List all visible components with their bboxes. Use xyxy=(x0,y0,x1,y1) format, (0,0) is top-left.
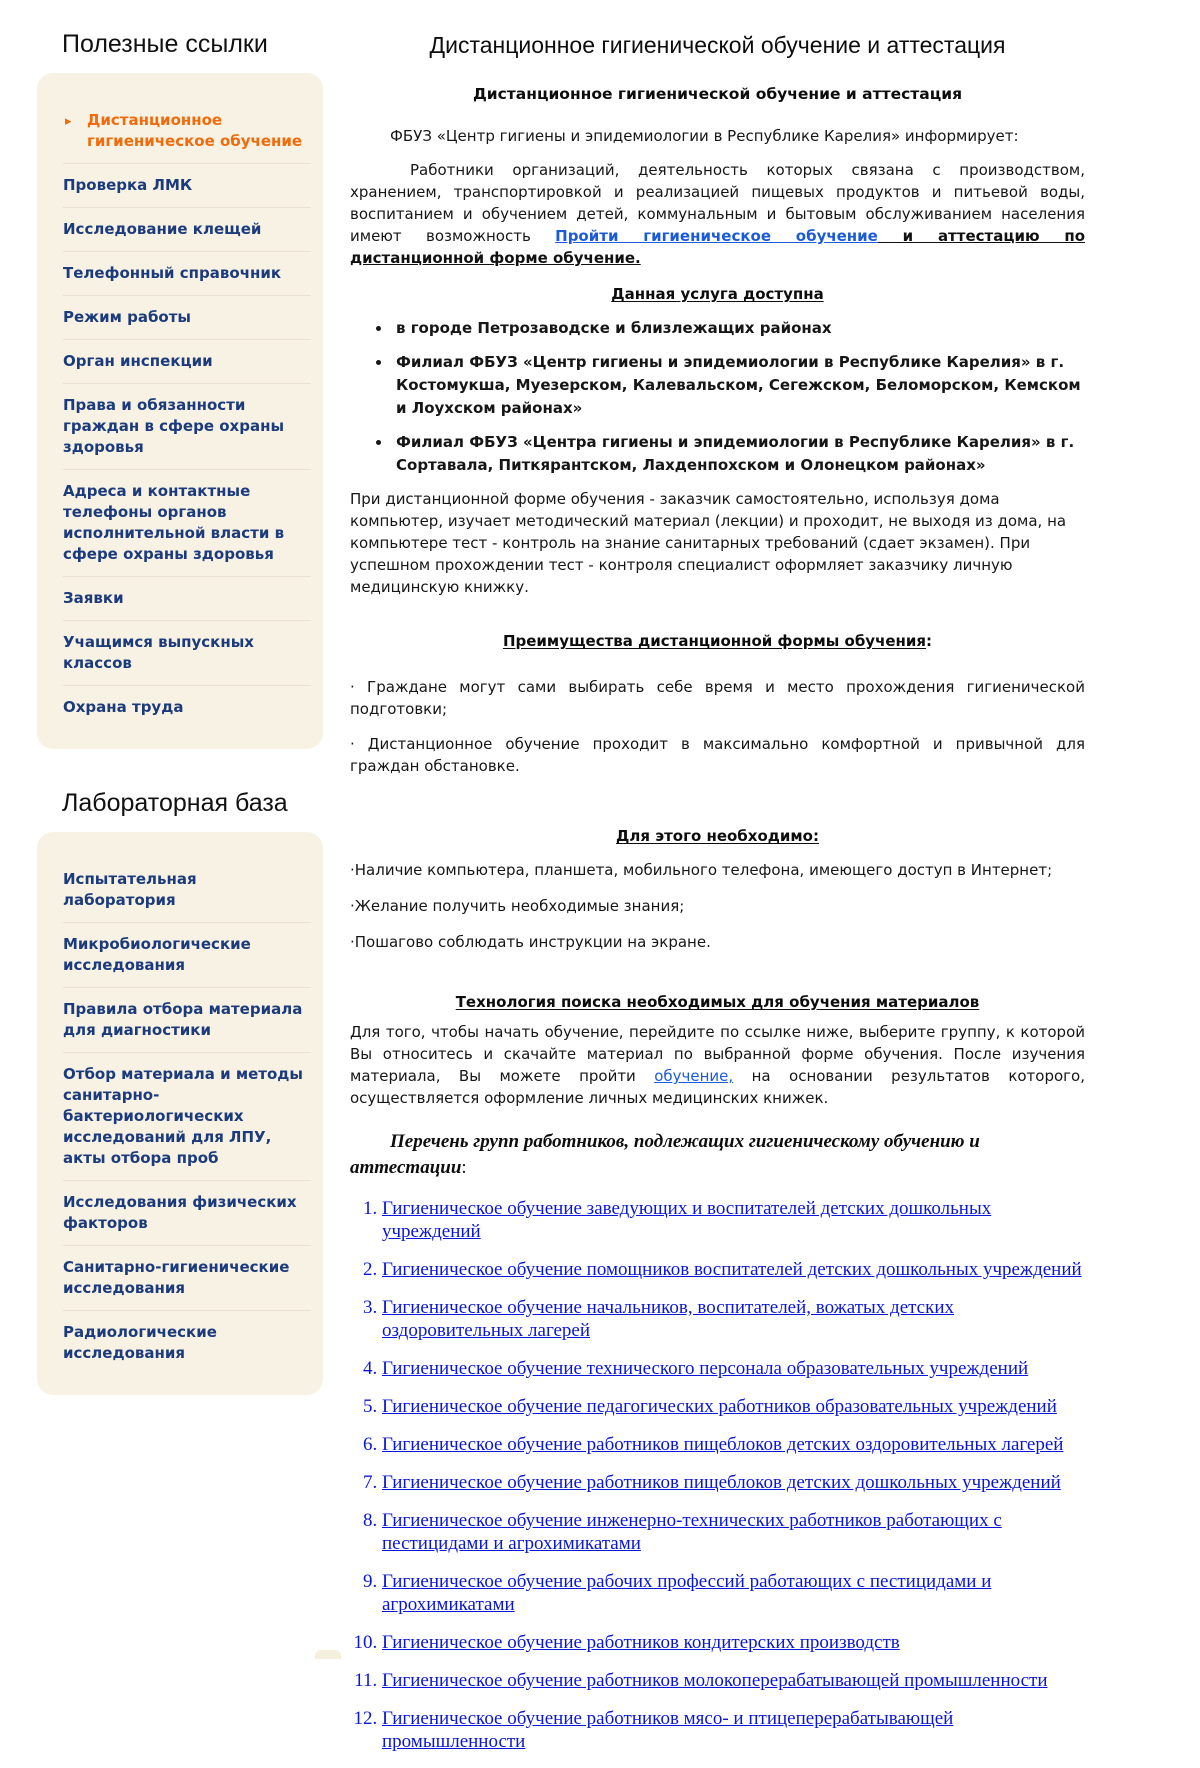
sidebar-item-tick-research[interactable] xyxy=(63,208,311,252)
groups-heading-colon: : xyxy=(461,1157,467,1178)
sidebar-item-requests[interactable] xyxy=(63,577,311,621)
advantages-heading: Преимущества дистанционной формы обучения: xyxy=(502,632,933,650)
advantages-heading-colon: : xyxy=(926,632,933,650)
group-list-item xyxy=(382,1197,1085,1243)
main-content xyxy=(350,0,1085,1768)
start-training-link[interactable]: обучение, xyxy=(654,1067,734,1085)
training-link[interactable]: Пройти гигиеническое обучение xyxy=(555,227,878,245)
group-link-12[interactable]: Гигиеническое обучение работников мясо- и птицеперерабатывающей промышленности xyxy=(382,1708,954,1752)
advantage-item: · Граждане могут сами выбирать себе время и место прохождения гигиенической подготовки; xyxy=(350,678,1085,718)
sidebar-panel-useful-links xyxy=(37,73,323,749)
sidebar-item-work-hours[interactable] xyxy=(63,296,311,340)
sidebar-item-citizen-rights[interactable] xyxy=(63,384,311,470)
sidebar-link-tick-research[interactable]: Исследование клещей xyxy=(63,220,262,238)
service-bullet-list xyxy=(392,317,1085,477)
sidebar-item-microbiology[interactable] xyxy=(63,923,311,988)
group-list-item xyxy=(382,1258,1085,1281)
technology-paragraph xyxy=(350,1021,1085,1109)
need-item: ·Наличие компьютера, планшета, мобильного телефона, имеющего доступ в Интернет; xyxy=(350,861,1053,879)
sidebar-link-sampling-rules[interactable]: Правила отбора материала для диагностики xyxy=(63,1000,303,1039)
group-list-item xyxy=(382,1433,1085,1456)
sidebar-item-label: Дистанционное гигиеническое обучение xyxy=(87,111,303,150)
remote-training-paragraph: При дистанционной форме обучения - заказчик самостоятельно, используя дома компьютер, изучает методический материал (лекции) и проходит, не выходя из дома, на компьютере тест - контроль на знание санитарных требований (сдает экзамен). При успешном прохождении тест - контроля специалист оформляет заказчику личную медицинскую книжку. xyxy=(350,490,1067,596)
sidebar-item-sanitary-hygienic[interactable] xyxy=(63,1246,311,1311)
sidebar-link-microbiology[interactable]: Микробиологические исследования xyxy=(63,935,251,974)
content-subtitle: Дистанционное гигиенической обучение и аттестация xyxy=(472,85,963,103)
sidebar-link-phone-directory[interactable]: Телефонный справочник xyxy=(63,264,282,282)
group-link-8[interactable]: Гигиеническое обучение инженерно-технических работников работающих с пестицидами и агрохимикатами xyxy=(382,1510,1002,1554)
group-list-item xyxy=(382,1395,1085,1418)
sidebar-link-sanitary-hygienic[interactable]: Санитарно-гигиенические исследования xyxy=(63,1258,290,1297)
sidebar-link-citizen-rights[interactable]: Права и обязанности граждан в сфере охраны здоровья xyxy=(63,396,285,456)
need-item: ·Пошагово соблюдать инструкции на экране. xyxy=(350,933,711,951)
group-list-item xyxy=(382,1296,1085,1342)
sidebar-title-useful-links: Полезные ссылки xyxy=(62,30,268,58)
sidebar-link-sampling-methods-lpu[interactable]: Отбор материала и методы санитарно-бактериологических исследований для ЛПУ, акты отбора проб xyxy=(63,1065,303,1167)
sidebar-item-labor-safety[interactable] xyxy=(63,686,311,729)
sidebar-link-physical-factors[interactable]: Исследования физических факторов xyxy=(63,1193,297,1232)
sidebar-title-lab-base: Лабораторная база xyxy=(62,789,288,817)
sidebar-link-lmk-check[interactable]: Проверка ЛМК xyxy=(63,176,193,194)
sidebar-link-requests[interactable]: Заявки xyxy=(63,589,124,607)
technology-heading: Технология поиска необходимых для обучения материалов xyxy=(455,993,980,1011)
tech-text-before: Для того, чтобы начать обучение, перейдите по ссылке ниже, выберите группу, к которой Вы относитесь и скачайте материал по выбранной форме обучения. После изучения материала, Вы можете пройти xyxy=(350,1023,1085,1085)
need-item: ·Желание получить необходимые знания; xyxy=(350,897,685,915)
active-arrow-icon: ▸ xyxy=(65,114,72,129)
sidebar-item-physical-factors[interactable] xyxy=(63,1181,311,1246)
sidebar-panel-lab-base xyxy=(37,832,323,1395)
group-link-2[interactable]: Гигиеническое обучение помощников воспитателей детских дошкольных учреждений xyxy=(382,1259,1082,1280)
service-bullet-item: • в городе Петрозаводске и близлежащих районах xyxy=(392,317,1085,340)
sidebar xyxy=(37,0,323,1395)
workers-text-after: и аттестацию по дистанционной форме обучение. xyxy=(350,227,1085,267)
sidebar-link-distance-training[interactable] xyxy=(63,110,311,152)
page-title: Дистанционное гигиенической обучение и аттестация xyxy=(429,32,1006,58)
group-list-item xyxy=(382,1471,1085,1494)
sidebar-item-testing-lab[interactable] xyxy=(63,858,311,923)
intro-paragraph: ФБУЗ «Центр гигиены и эпидемиологии в Республике Карелия» информирует: xyxy=(390,127,1019,145)
workers-text-before: Работники организаций, деятельность которых связана с производством, хранением, транспортировкой и реализацией пищевых продуктов и питьевой воды, воспитанием и обучением детей, коммунальным и бытовым обслуживанием населения имеют возможность xyxy=(350,161,1085,245)
group-link-5[interactable]: Гигиеническое обучение педагогических работников образовательных учреждений xyxy=(382,1396,1057,1417)
sidebar-item-authority-contacts[interactable] xyxy=(63,470,311,577)
group-list-item xyxy=(382,1509,1085,1555)
sidebar-item-lmk-check[interactable] xyxy=(63,164,311,208)
group-list-item xyxy=(382,1707,1085,1753)
sidebar-item-sampling-methods-lpu[interactable] xyxy=(63,1053,311,1181)
needs-heading: Для этого необходимо: xyxy=(616,827,819,845)
workers-paragraph xyxy=(350,159,1085,269)
sidebar-item-phone-directory[interactable] xyxy=(63,252,311,296)
group-list-item xyxy=(382,1570,1085,1616)
sidebar-item-sampling-rules[interactable] xyxy=(63,988,311,1053)
sidebar-item-inspection-body[interactable] xyxy=(63,340,311,384)
group-list-item xyxy=(382,1357,1085,1380)
service-bullet-item: • Филиал ФБУЗ «Центр гигиены и эпидемиологии в Республике Карелия» в г. Костомукша, Муезерском, Калевальском, Сегежском, Беломорском, Кемском и Лоухском районах» xyxy=(392,351,1085,420)
sidebar-link-inspection-body[interactable]: Орган инспекции xyxy=(63,352,213,370)
group-list-item xyxy=(382,1669,1085,1692)
sidebar-link-testing-lab[interactable]: Испытательная лаборатория xyxy=(63,870,197,909)
sidebar-item-radiology[interactable] xyxy=(63,1311,311,1375)
groups-heading: Перечень групп работников, подлежащих гигиеническому обучению и аттестации: xyxy=(350,1131,980,1178)
service-heading: Данная услуга доступна xyxy=(611,285,824,303)
group-link-6[interactable]: Гигиеническое обучение работников пищеблоков детских оздоровительных лагерей xyxy=(382,1434,1064,1455)
group-link-9[interactable]: Гигиеническое обучение рабочих профессий работающих с пестицидами и агрохимикатами xyxy=(382,1571,992,1615)
sidebar-link-graduating-students[interactable]: Учащимся выпускных классов xyxy=(63,633,254,672)
group-link-10[interactable]: Гигиеническое обучение работников кондитерских производств xyxy=(382,1632,900,1653)
group-link-3[interactable]: Гигиеническое обучение начальников, воспитателей, вожатых детских оздоровительных лагерей xyxy=(382,1297,955,1341)
group-link-1[interactable]: Гигиеническое обучение заведующих и воспитателей детских дошкольных учреждений xyxy=(382,1198,992,1242)
sidebar-link-radiology[interactable]: Радиологические исследования xyxy=(63,1323,217,1362)
group-link-11[interactable]: Гигиеническое обучение работников молокоперерабатывающей промышленности xyxy=(382,1670,1048,1691)
sidebar-item-graduating-students[interactable] xyxy=(63,621,311,686)
sidebar-link-authority-contacts[interactable]: Адреса и контактные телефоны органов исполнительной власти в сфере охраны здоровья xyxy=(63,482,285,563)
groups-list xyxy=(352,1197,1085,1753)
group-link-7[interactable]: Гигиеническое обучение работников пищеблоков детских дошкольных учреждений xyxy=(382,1472,1061,1493)
service-bullet-item: • Филиал ФБУЗ «Центра гигиены и эпидемиологии в Республике Карелия» в г. Сортавала, Питкярантском, Лахденпохском и Олонецком районах» xyxy=(392,431,1085,477)
panel-corner-fragment xyxy=(315,1650,341,1659)
sidebar-item-distance-training[interactable] xyxy=(63,99,311,164)
group-list-item xyxy=(382,1631,1085,1654)
tech-text-after: на основании результатов которого, осуществляется оформление личных медицинских книжек. xyxy=(350,1067,1085,1107)
group-link-4[interactable]: Гигиеническое обучение технического персонала образовательных учреждений xyxy=(382,1358,1029,1379)
sidebar-link-labor-safety[interactable]: Охрана труда xyxy=(63,698,184,716)
sidebar-link-work-hours[interactable]: Режим работы xyxy=(63,308,191,326)
advantage-item: · Дистанционное обучение проходит в максимально комфортной и привычной для граждан обстановке. xyxy=(350,735,1085,775)
